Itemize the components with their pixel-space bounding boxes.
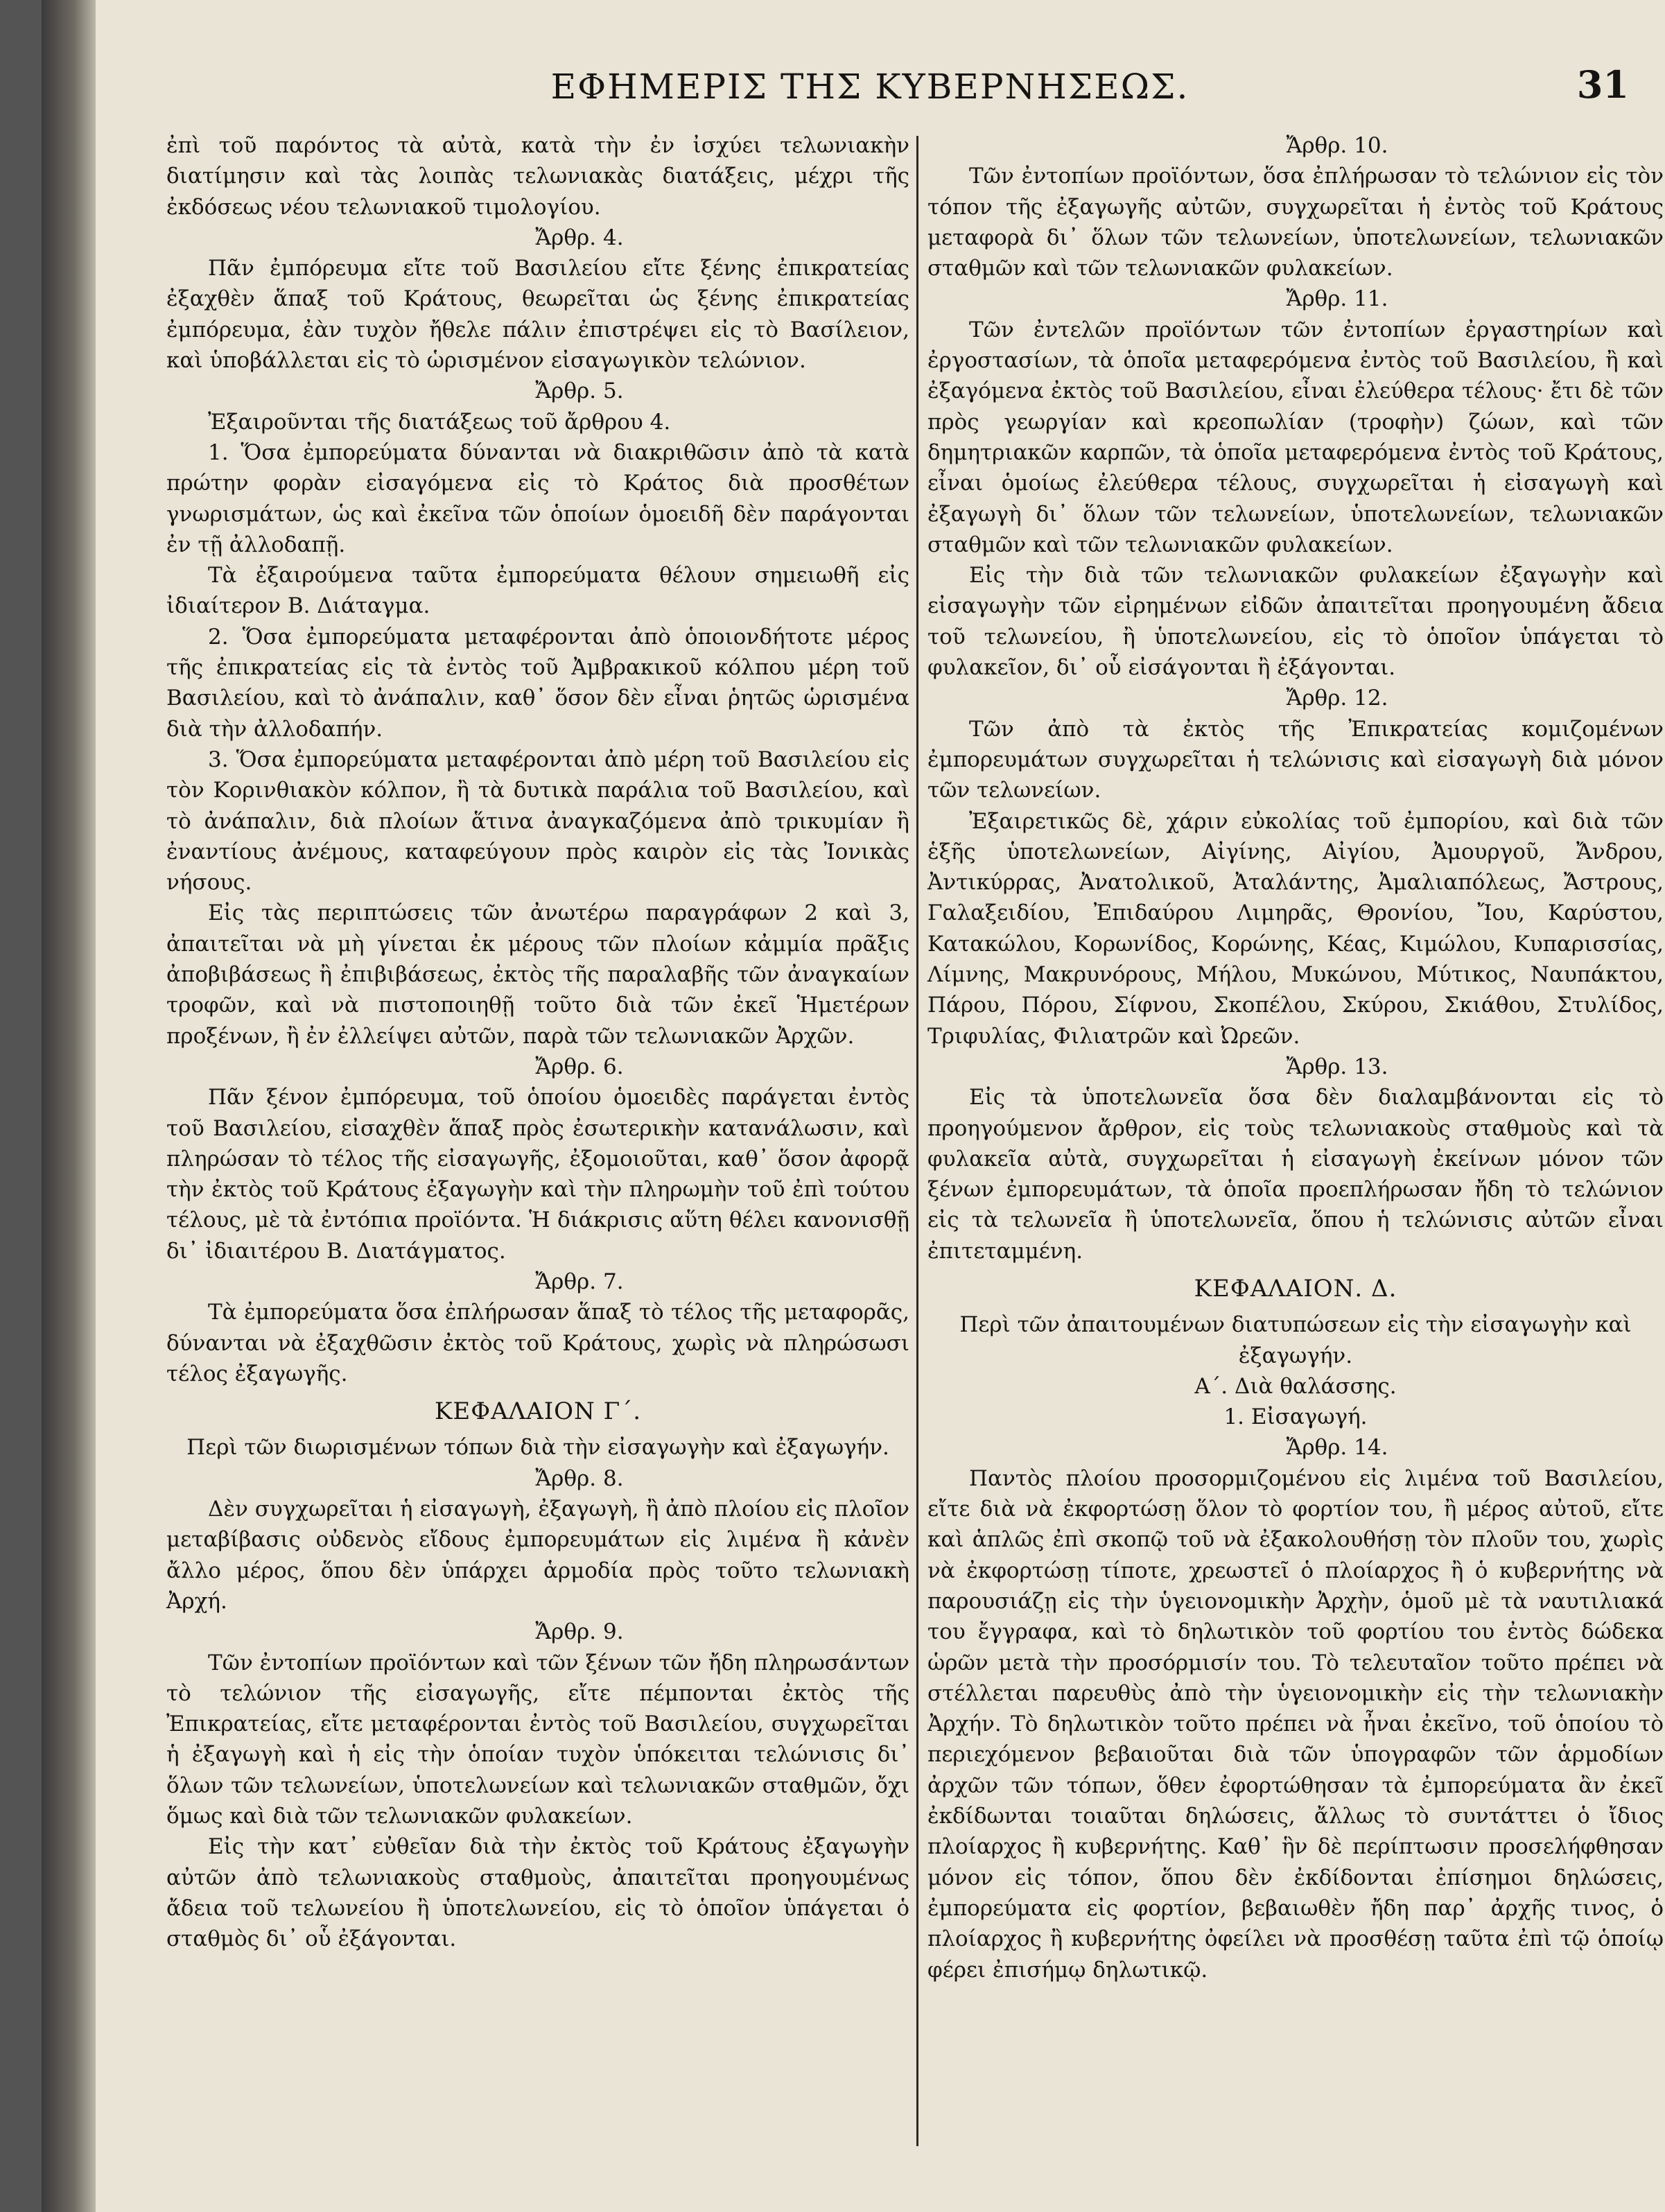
- article-heading: Ἄρθρ. 6.: [535, 1054, 624, 1079]
- page-header: [97, 62, 1643, 122]
- article-heading: Ἄρθρ. 4.: [535, 225, 624, 250]
- chapter-title: Περὶ τῶν διωρισμένων τόπων διὰ τὴν εἰσαγωγὴν καὶ ἐξαγωγήν.: [186, 1435, 889, 1461]
- chapter-title: Περὶ τῶν ἀπαιτουμένων διατυπώσεων εἰς τὴν εἰσαγωγὴν καὶ ἐξαγωγήν.: [959, 1312, 1632, 1368]
- paragraph: Δὲν συγχωρεῖται ἡ εἰσαγωγὴ, ἐξαγωγὴ, ἢ ἀπὸ πλοίου εἰς πλοῖον μεταβίβασις οὐδενὸς εἴδους ἐμπορευμάτων εἰς λιμένα ἢ κἀνὲν ἄλλο μέρος, ὅπου δὲν ὑπάρχει ἁρμοδία πρὸς τοῦτο τελωνιακὴ Ἀρχή.: [166, 1497, 909, 1614]
- paragraph: 3. Ὅσα ἐμπορεύματα μεταφέρονται ἀπὸ μέρη τοῦ Βασιλείου εἰς τὸν Κορινθιακὸν κόλπον, ἢ τὰ δυτικὰ παράλια τοῦ Βασιλείου, καὶ τὸ ἀνάπαλιν, διὰ πλοίων ἅτινα ἀναγκαζόμενα ἀπὸ τρικυμίαν ἢ ἐναντίους ἀνέμους, καταφεύγουν πρὸς καιρὸν εἰς τὰς Ἰονικὰς νήσους.: [166, 747, 909, 896]
- paragraph: 2. Ὅσα ἐμπορεύματα μεταφέρονται ἀπὸ ὁποιονδήτοτε μέρος τῆς ἐπικρατείας εἰς τὰ ἐντὸς τοῦ Ἀμβρακικοῦ κόλπου μέρη τοῦ Βασιλείου, καὶ τὸ ἀνάπαλιν, καθ᾽ ὅσον δὲν εἶναι ῥητῶς ὡρισμένα διὰ τὴν ἀλλοδαπήν.: [166, 624, 909, 742]
- article-heading: Ἄρθρ. 14.: [1286, 1435, 1388, 1461]
- chapter-heading: ΚΕΦΑΛΑΙΟΝ Γ΄.: [434, 1397, 641, 1426]
- paragraph: Τὰ ἐξαιρούμενα ταῦτα ἐμπορεύματα θέλουν σημειωθῆ εἰς ἰδιαίτερον Β. Διάταγμα.: [166, 563, 909, 619]
- chapter-heading: ΚΕΦΑΛΑΙΟΝ. Δ.: [1194, 1274, 1397, 1303]
- paragraph: Ἐξαιροῦνται τῆς διατάξεως τοῦ ἄρθρου 4.: [208, 409, 671, 435]
- newspaper-page: [42, 0, 1665, 2212]
- paragraph: Τῶν ἐντοπίων προϊόντων, ὅσα ἐπλήρωσαν τὸ τελώνιον εἰς τὸν τόπον τῆς ἐξαγωγῆς αὐτῶν, συγχωρεῖται ἡ ἐντὸς τοῦ Κράτους μεταφορὰ δι᾽ ὅλων τῶν τελωνείων, ὑποτελωνείων, τελωνιακῶν σταθμῶν καὶ τῶν τελωνιακῶν φυλακείων.: [927, 164, 1664, 281]
- column-divider: [916, 136, 918, 2146]
- article-heading: Ἄρθρ. 10.: [1286, 133, 1388, 158]
- article-heading: Ἄρθρ. 9.: [535, 1619, 624, 1645]
- paragraph: Πᾶν ξένον ἐμπόρευμα, τοῦ ὁποίου ὁμοειδὲς παράγεται ἐντὸς τοῦ Βασιλείου, εἰσαχθὲν ἅπαξ πρὸς ἐσωτερικὴν κατανάλωσιν, καὶ πληρώσαν τὸ τέλος τῆς εἰσαγωγῆς, ἐξομοιοῦται, καθ᾽ ὅσον ἀφορᾷ τὴν ἐκτὸς τοῦ Κράτους ἐξαγωγὴν καὶ τὴν πληρωμὴν τοῦ ἐπὶ τούτου τέλους, μὲ τὰ ἐντόπια προϊόντα. Ἡ διάκρισις αὕτη θέλει κανονισθῇ δι᾽ ἰδιαιτέρου Β. Διατάγματος.: [166, 1085, 909, 1264]
- paragraph: Παντὸς πλοίου προσορμιζομένου εἰς λιμένα τοῦ Βασιλείου, εἴτε διὰ νὰ ἐκφορτώσῃ ὅλον τὸ φορτίον του, ἢ μέρος αὐτοῦ, εἴτε καὶ ἁπλῶς ἐπὶ σκοπῷ τοῦ νὰ ἐξακολουθήσῃ τὸν πλοῦν του, χωρὶς νὰ ἐκφορτώσῃ τίποτε, χρεωστεῖ ὁ πλοίαρχος ἢ ὁ κυβερνήτης νὰ παρουσιάζῃ εἰς τὴν ὑγειονομικὴν Ἀρχὴν, ὁμοῦ μὲ τὰ ναυτιλιακά του ἔγγραφα, καὶ τὸ δηλωτικὸν τοῦ φορτίου του ἐντὸς δώδεκα ὡρῶν μετὰ τὴν προσόρμισίν του. Τὸ τελευταῖον τοῦτο πρέπει νὰ στέλλεται παρευθὺς ἀπὸ τὴν ὑγειονομικὴν εἰς τὴν τελωνιακὴν Ἀρχήν. Τὸ δηλωτικὸν τοῦτο πρέπει νὰ ἦναι ἐκεῖνο, τοῦ ὁποίου τὸ περιεχόμενον βεβαιοῦται διὰ τῶν ὑπογραφῶν τῶν ἁρμοδίων ἀρχῶν τῶν τόπων, ὅθεν ἐφορτώθησαν τὰ ἐμπορεύματα ἂν ἐκεῖ ἐκδίδωνται τοιαῦται δηλώσεις, ἄλλως τὸ συντάττει ὁ ἴδιος πλοίαρχος ἢ κυβερνήτης. Καθ᾽ ἣν δὲ περίπτωσιν προσελήφθησαν μόνον εἰς τόπον, ὅπου δὲν ἐκδίδονται ἐπίσημοι δηλώσεις, ἐμπορεύματα εἰς φορτίον, βεβαιωθὲν ἤδη παρ᾽ ἀρχῆς τινος, ὁ πλοίαρχος ἢ κυβερνήτης ὀφείλει νὰ προσθέσῃ ταῦτα ἐπὶ τῷ ὁποίῳ φέρει ἐπισήμῳ δηλωτικῷ.: [927, 1465, 1664, 1983]
- paragraph: Εἰς τὴν κατ᾽ εὐθεῖαν διὰ τὴν ἐκτὸς τοῦ Κράτους ἐξαγωγὴν αὐτῶν ἀπὸ τελωνιακοὺς σταθμοὺς, ἀπαιτεῖται προηγουμένως ἄδεια τοῦ τελωνείου ἢ ὑποτελωνείου, εἰς τὸ ὁποῖον ὑπάγεται ὁ σταθμὸς δι᾽ οὗ ἐξάγονται.: [166, 1834, 909, 1952]
- article-heading: Ἄρθρ. 13.: [1286, 1054, 1388, 1079]
- section-heading: Α΄. Διὰ θαλάσσης.: [1194, 1373, 1397, 1399]
- paragraph: Εἰς τὰς περιπτώσεις τῶν ἀνωτέρω παραγράφων 2 καὶ 3, ἀπαιτεῖται νὰ μὴ γίνεται ἐκ μέρους τῶν πλοίων κἀμμία πρᾶξις ἀποβιβάσεως ἢ ἐπιβιβάσεως, ἐκτὸς τῆς παραλαβῆς τῶν ἀναγκαίων τροφῶν, καὶ νὰ πιστοποιηθῇ τοῦτο διὰ τῶν ἐκεῖ Ἡμετέρων προξένων, ἢ ἐν ἐλλείψει αὐτῶν, παρὰ τῶν τελωνιακῶν Ἀρχῶν.: [166, 900, 909, 1049]
- paragraph: Τὰ ἐμπορεύματα ὅσα ἐπλήρωσαν ἅπαξ τὸ τέλος τῆς μεταφορᾶς, δύνανται νὰ ἐξαχθῶσιν ἐκτὸς τοῦ Κράτους, χωρὶς νὰ πληρώσωσι τέλος ἐξαγωγῆς.: [166, 1300, 909, 1386]
- left-column: [166, 130, 909, 1955]
- paragraph: Εἰς τὴν διὰ τῶν τελωνιακῶν φυλακείων ἐξαγωγὴν καὶ εἰσαγωγὴν τῶν εἰρημένων εἰδῶν ἀπαιτεῖται προηγουμένη ἄδεια τοῦ τελωνείου, ἢ ὑποτελωνείου, εἰς τὸ ὁποῖον ὑπάγεται τὸ φυλακεῖον, δι᾽ οὗ εἰσάγονται ἢ ἐξάγονται.: [927, 563, 1664, 681]
- article-heading: Ἄρθρ. 5.: [535, 378, 624, 404]
- paragraph: ἐπὶ τοῦ παρόντος τὰ αὐτὰ, κατὰ τὴν ἐν ἰσχύει τελωνιακὴν διατίμησιν καὶ τὰς λοιπὰς τελωνιακὰς διατάξεις, μέχρι τῆς ἐκδόσεως νέου τελωνιακοῦ τιμολογίου.: [166, 133, 909, 220]
- paragraph: Εἰς τὰ ὑποτελωνεῖα ὅσα δὲν διαλαμβάνονται εἰς τὸ προηγούμενον ἄρθρον, εἰς τοὺς τελωνιακοὺς σταθμοὺς καὶ τὰ φυλακεῖα αὐτὰ, συγχωρεῖται ἡ εἰσαγωγὴ ἐκείνων μόνον τῶν ξένων ἐμπορευμάτων, τὰ ὁποῖα προεπλήρωσαν ἤδη τὸ τελώνιον εἰς τὰ τελωνεῖα ἢ ὑποτελωνεῖα, ὅπου ἡ τελώνισις αὐτῶν εἶναι ἐπιτεταμμένη.: [927, 1085, 1664, 1264]
- article-heading: Ἄρθρ. 12.: [1286, 686, 1388, 711]
- paragraph: Πᾶν ἐμπόρευμα εἴτε τοῦ Βασιλείου εἴτε ξένης ἐπικρατείας ἐξαχθὲν ἅπαξ τοῦ Κράτους, θεωρεῖται ὡς ξένης ἐπικρατείας ἐμπόρευμα, ἐὰν τυχὸν ἤθελε πάλιν ἐπιστρέψει εἰς τὸ Βασίλειον, καὶ ὑποβάλλεται εἰς τὸ ὡρισμένον εἰσαγωγικὸν τελώνιον.: [166, 256, 909, 374]
- paragraph: Τῶν ἀπὸ τὰ ἐκτὸς τῆς Ἐπικρατείας κομιζομένων ἐμπορευμάτων συγχωρεῖται ἡ τελώνισις καὶ εἰσαγωγὴ διὰ μόνον τῶν τελωνείων.: [927, 716, 1664, 803]
- article-heading: Ἄρθρ. 8.: [535, 1465, 624, 1491]
- subsection-heading: 1. Εἰσαγωγή.: [1223, 1404, 1368, 1430]
- paragraph: 1. Ὅσα ἐμπορεύματα δύνανται νὰ διακριθῶσιν ἀπὸ τὰ κατὰ πρώτην φορὰν εἰσαγόμενα εἰς τὸ Κράτος διὰ προσθέτων γνωρισμάτων, ὡς καὶ ἐκεῖνα τῶν ὁποίων ὁμοειδῆ δὲν παράγονται ἐν τῇ ἀλλοδαπῇ.: [166, 439, 909, 557]
- paragraph: Τῶν ἐντοπίων προϊόντων καὶ τῶν ξένων τῶν ἤδη πληρωσάντων τὸ τελώνιον τῆς εἰσαγωγῆς, εἴτε πέμπονται ἐκτὸς τῆς Ἐπικρατείας, εἴτε μεταφέρονται ἐντὸς τοῦ Βασιλείου, συγχωρεῖται ἡ ἐξαγωγὴ καὶ ἡ εἰς τὴν ὁποίαν τυχὸν ὑπόκειται τελώνισις δι᾽ ὅλων τῶν τελωνείων, ὑποτελωνείων καὶ τελωνιακῶν σταθμῶν, ὄχι ὅμως καὶ διὰ τῶν τελωνιακῶν φυλακείων.: [166, 1650, 909, 1829]
- newspaper-title: ΕΦΗΜΕΡΙΣ ΤΗΣ ΚΥΒΕΡΝΗΣΕΩΣ.: [550, 67, 1189, 107]
- article-heading: Ἄρθρ. 11.: [1286, 286, 1388, 312]
- paragraph: Τῶν ἐντελῶν προϊόντων τῶν ἐντοπίων ἐργαστηρίων καὶ ἐργοστασίων, τὰ ὁποῖα μεταφερόμενα ἐντὸς τοῦ Βασιλείου, ἢ καὶ ἐξαγόμενα ἐκτὸς τοῦ Βασιλείου, εἶναι ἐλεύθερα τέλους· ἔτι δὲ τῶν πρὸς γεωργίαν καὶ κρεοπωλίαν (τροφὴν) ζώων, καὶ τῶν δημητριακῶν καρπῶν, τὰ ὁποῖα μεταφερόμενα ἐντὸς τοῦ Κράτους, εἶναι ὁμοίως ἐλεύθερα τέλους, συγχωρεῖται ἡ εἰσαγωγὴ καὶ ἐξαγωγὴ δι᾽ ὅλων τῶν τελωνείων, ὑποτελωνείων, τελωνιακῶν σταθμῶν καὶ τῶν τελωνιακῶν φυλακείων.: [927, 317, 1664, 557]
- article-heading: Ἄρθρ. 7.: [535, 1269, 624, 1294]
- paragraph: Ἐξαιρετικῶς δὲ, χάριν εὐκολίας τοῦ ἐμπορίου, καὶ διὰ τῶν ἑξῆς ὑποτελωνείων, Αἰγίνης, Αἰγίου, Ἀμουργοῦ, Ἄνδρου, Ἀντικύρρας, Ἀνατολικοῦ, Ἀταλάντης, Ἀμαλιαπόλεως, Ἄστρους, Γαλαξειδίου, Ἐπιδαύρου Λιμηρᾶς, Θρονίου, Ἴου, Καρύστου, Κατακώλου, Κορωνίδος, Κορώνης, Κέας, Κιμώλου, Κυπαρισσίας, Λίμνης, Μακρυνόρους, Μήλου, Μυκώνου, Μύτικος, Ναυπάκτου, Πάρου, Πόρου, Σίφνου, Σκοπέλου, Σκύρου, Σκιάθου, Στυλίδος, Τριφυλίας, Φιλιατρῶν καὶ Ὠρεῶν.: [927, 808, 1664, 1049]
- page-number: 31: [1576, 62, 1629, 107]
- right-column: [927, 130, 1664, 1985]
- page-binding-shadow: [42, 0, 96, 2212]
